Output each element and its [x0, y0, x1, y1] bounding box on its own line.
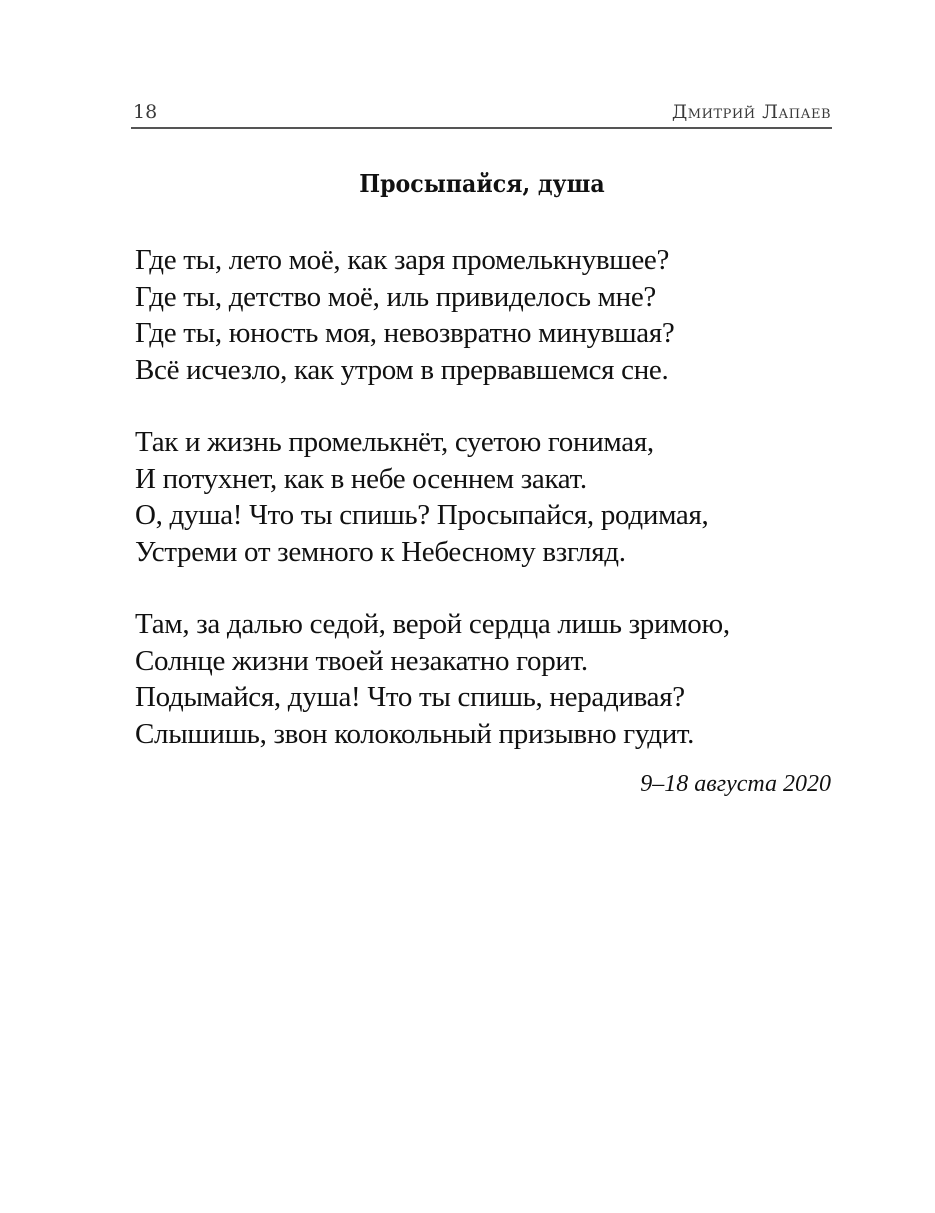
stanza-2: [135, 424, 855, 570]
stanza-3: [135, 606, 855, 752]
header-rule: [131, 127, 832, 129]
running-head-author: Дмитрий Лапаев: [671, 101, 831, 123]
poem-line: Подымайся, душа! Что ты спишь, нерадивая?: [135, 681, 685, 713]
poem-line: Солнце жизни твоей незакатно горит.: [135, 644, 588, 677]
poem-line: Где ты, лето моё, как заря промелькнувшее?: [135, 244, 670, 276]
poem-line: Слышишь, звон колокольный призывно гудит.: [135, 717, 695, 750]
poem-date: 9–18 августа 2020: [640, 771, 831, 797]
poem-body: [135, 242, 855, 788]
poem-line: О, душа! Что ты спишь? Просыпайся, родимая,: [135, 499, 709, 531]
page-header: [133, 94, 831, 124]
poem-line: Всё исчезло, как утром в прервавшемся сне.: [135, 353, 669, 386]
poem-line: Устреми от земного к Небесному взгляд.: [135, 535, 626, 568]
page-number: 18: [133, 101, 158, 123]
poem-line: Так и жизнь промелькнёт, суетою гонимая,: [135, 426, 654, 458]
poem-line: Там, за далью седой, верой сердца лишь зримою,: [135, 608, 730, 640]
poem-line: Где ты, юность моя, невозвратно минувшая?: [135, 317, 675, 349]
poem-line: И потухнет, как в небе осеннем закат.: [135, 462, 587, 495]
stanza-1: [135, 242, 855, 388]
poem-line: Где ты, детство моё, иль привиделось мне?: [135, 280, 656, 313]
poem-title: Просыпайся, душа: [359, 169, 605, 198]
